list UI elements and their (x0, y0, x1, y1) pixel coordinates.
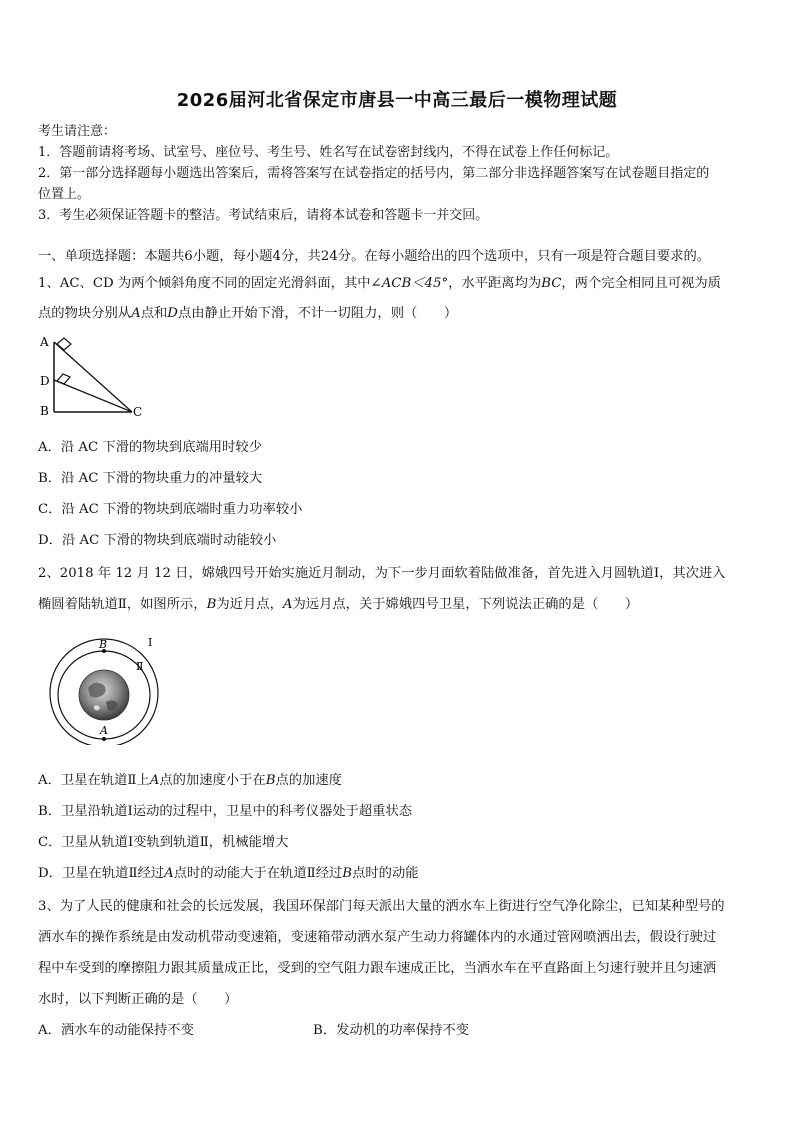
notice-heading: 考生请注意： (38, 124, 117, 139)
q1-option-c: C．沿 AC 下滑的物块到底端时重力功率较小 (38, 502, 303, 517)
q1-angle: ∠ACB＜45° (370, 276, 449, 291)
q1-text-c: ，两个完全相同且可视为质 (561, 276, 721, 291)
q1-text-a: 1、AC、CD 为两个倾斜角度不同的固定光滑斜面，其中 (38, 276, 371, 291)
q2-optD-text-b: 点时的动能大于在轨道Ⅱ经过 (173, 866, 343, 881)
q2-option-d (38, 862, 419, 881)
q3-stem-line-1: 3、为了人民的健康和社会的长远发展，我国环保部门每天派出大量的洒水车上街进行空气净化除尘，已知某种型号的 (38, 899, 725, 914)
q3-stem-line-3: 程中车受到的摩擦阻力跟其质量成正比，受到的空气阻力跟车速成正比，当洒水车在平直路面上匀速行驶并且匀速洒 (38, 961, 717, 976)
notice-item-2: 2．第一部分选择题每小题选出答案后，需将答案写在试卷指定的括号内，第二部分非选择题答案写在试卷题目指定的 (38, 166, 710, 181)
q3-option-b: B．发动机的功率保持不变 (313, 1023, 470, 1038)
q1-text-e: 点和 (140, 306, 168, 321)
q2-option-c: C．卫星从轨道Ⅰ变轨到轨道Ⅱ，机械能增大 (38, 835, 289, 850)
q2-optA-text-a: A．卫星在轨道Ⅱ上 (38, 773, 150, 788)
q1-option-b: B．沿 AC 下滑的物块重力的冲量较大 (38, 471, 263, 486)
q1-fig-label-b: B (40, 404, 49, 418)
q1-fig-label-a: A (40, 335, 49, 349)
notice-item-3: 3．考生必须保证答题卡的整洁。考试结束后，请将本试卷和答题卡一并交回。 (38, 208, 489, 223)
q2-optD-point-a: A (164, 866, 174, 881)
q1-option-a: A．沿 AC 下滑的物块到底端用时较少 (38, 440, 262, 455)
q1-text-f: 点由静止开始下滑，不计一切阻力，则（ ） (177, 306, 458, 321)
notice-item-2-cont: 位置上。 (38, 187, 91, 202)
q1-point-d: D (167, 306, 178, 321)
q2-stem-line-2 (38, 593, 638, 612)
q2-fig-label-orbit1: Ⅰ (148, 636, 153, 649)
q3-option-a: A．洒水车的动能保持不变 (38, 1023, 194, 1038)
q2-text-c: 为远月点，关于嫦娥四号卫星，下列说法正确的是（ ） (292, 597, 639, 612)
q2-point-a: A (282, 597, 293, 612)
page-title: 2026届河北省保定市唐县一中高三最后一模物理试题 (176, 90, 618, 111)
q2-orbit-figure (44, 630, 174, 745)
q2-stem-line-1: 2、2018 年 12 月 12 日，嫦娥四号开始实施近月制动，为下一步月面软着陆做准备，首先进入月圆轨道Ⅰ，其次进入 (38, 566, 726, 581)
q2-fig-label-b: B (99, 638, 108, 651)
q1-option-d: D．沿 AC 下滑的物块到底端时动能较小 (38, 533, 277, 548)
q2-fig-label-a: A (100, 724, 108, 737)
q2-text-b: 为近月点， (216, 597, 283, 612)
q2-fig-label-orbit2: Ⅱ (136, 660, 144, 673)
q1-point-a: A (131, 306, 141, 321)
q2-point-b: B (206, 597, 217, 612)
q2-option-a (38, 769, 342, 788)
q1-text-b: ，水平距离均为 (448, 276, 542, 291)
q1-fig-label-d: D (40, 374, 50, 388)
q1-stem-line-2 (38, 302, 457, 321)
q1-bc: BC (541, 276, 562, 291)
q3-stem-line-2: 洒水车的操作系统是由发动机带动变速箱，变速箱带动洒水泵产生动力将罐体内的水通过管网喷洒出去，假设行驶过 (38, 930, 717, 945)
q2-text-a: 椭圆着陆轨道Ⅱ，如图所示， (38, 597, 207, 612)
q2-optA-text-b: 点的加速度小于在 (159, 773, 266, 788)
q2-optD-point-b: B (342, 866, 353, 881)
q1-stem-line-1 (38, 272, 721, 291)
notice-item-1: 1．答题前请将考场、试室号、座位号、考生号、姓名写在试卷密封线内，不得在试卷上作任何标记。 (38, 145, 619, 160)
q2-optA-point-a: A (149, 773, 160, 788)
q1-text-d: 点的物块分别从 (38, 306, 132, 321)
q1-incline-figure (34, 332, 154, 422)
q2-optA-point-b: B (265, 773, 276, 788)
q1-fig-label-c: C (133, 405, 143, 419)
q2-optA-text-c: 点的加速度 (275, 773, 342, 788)
q2-optD-text-c: 点时的动能 (352, 866, 419, 881)
section-heading: 一、单项选择题：本题共6小题，每小题4分，共24分。在每小题给出的四个选项中，只有一项是符合题目要求的。 (38, 249, 711, 264)
q2-option-b: B．卫星沿轨道Ⅰ运动的过程中，卫星中的科考仪器处于超重状态 (38, 804, 413, 819)
q2-optD-text-a: D．卫星在轨道Ⅱ经过 (38, 866, 165, 881)
q3-stem-line-4: 水时，以下判断正确的是（ ） (38, 992, 238, 1007)
